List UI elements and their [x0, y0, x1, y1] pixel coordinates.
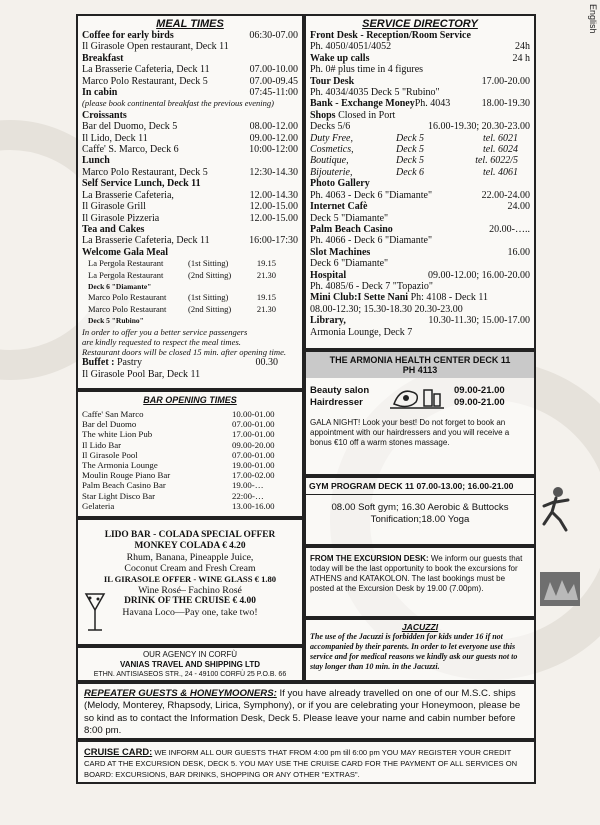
bar-name: Bar del Duomo — [82, 419, 137, 430]
meal-label: Il Girasole Grill — [82, 201, 146, 213]
bar-row — [82, 460, 298, 470]
language-tab: English — [588, 4, 598, 34]
colada-offer-title: LIDO BAR - COLADA SPECIAL OFFER — [104, 530, 276, 540]
excursion-section — [304, 546, 536, 618]
bar-time: 09.00-20.00 — [232, 439, 275, 450]
service-directory-section — [304, 14, 536, 350]
colada-line-1: Rhum, Banana, Pineapple Juice, — [126, 552, 254, 563]
gala-row — [88, 292, 298, 303]
shop-row — [310, 155, 530, 166]
shop-tel: tel. 6021 — [483, 132, 518, 144]
service-list-2 — [310, 178, 530, 338]
shop-tel: tel. 4061 — [483, 166, 518, 178]
bar-row — [82, 501, 298, 511]
meal-row — [82, 224, 298, 235]
colada-line-2: Coconut Cream and Fresh Cream — [124, 563, 256, 574]
buffet-row — [82, 357, 298, 368]
meal-row — [82, 190, 298, 201]
cruise-card-text-block — [84, 746, 528, 780]
meal-times-title: MEAL TIMES — [156, 18, 224, 30]
service-extra: Ph. 4043 — [414, 98, 451, 110]
bar-times-title: BAR OPENING TIMES — [143, 395, 237, 405]
meal-row — [82, 235, 298, 246]
meal-label: Marco Polo Restaurant, Deck 5 — [82, 166, 208, 178]
gala-left — [88, 292, 244, 303]
service-label: Ph. 0# plus time in 4 figures — [310, 64, 424, 76]
health-center-banner — [306, 352, 534, 378]
gala-deck: Deck 6 "Diamante" — [88, 281, 152, 291]
service-row — [310, 41, 530, 52]
bar-times-section — [76, 390, 304, 518]
bar-time: 10.00-01.00 — [232, 409, 275, 419]
gala-deck: Deck 5 "Rubino" — [88, 316, 144, 326]
bar-row — [82, 450, 298, 460]
service-time: 17.00-20.00 — [481, 75, 530, 87]
gym-title: GYM PROGRAM DECK 11 07.00-13.00; 16.00-21.00 — [306, 478, 534, 495]
excursion-text-block — [310, 554, 530, 594]
note-line: are kindly requested to respect the meal times. — [82, 336, 241, 347]
service-label: Decks 5/6 — [310, 121, 351, 133]
service-time: 16.00-19.30; 20.30-23.00 — [428, 121, 530, 133]
meal-row — [82, 247, 298, 258]
bar-row — [82, 491, 298, 501]
gala-sitting: (2nd Sitting) — [188, 269, 232, 280]
meal-time: 10:00-12:00 — [249, 144, 298, 156]
shop-deck: Deck 5 — [396, 144, 425, 156]
service-time: 18.00-19.30 — [481, 98, 530, 110]
meal-row — [82, 144, 298, 155]
meal-row — [82, 155, 298, 166]
gym-line-1: 08.00 Soft gym; 16.30 Aerobic & Buttocks — [331, 502, 509, 513]
gala-restaurant: La Pergola Restaurant — [88, 269, 164, 280]
meal-time: 07:45-11:00 — [249, 87, 298, 99]
meal-time: 12.00-15.00 — [249, 201, 298, 213]
meal-row — [82, 64, 298, 75]
agency-line-1: OUR AGENCY IN CORFÙ — [142, 650, 238, 659]
bar-name: The white Lion Pub — [82, 429, 153, 440]
shop-tel: tel. 6022/5 — [475, 155, 518, 167]
service-row — [310, 201, 530, 212]
service-row — [310, 213, 530, 224]
service-label: Ph. 4085/6 - Deck 7 "Topazio" — [310, 280, 433, 292]
meal-label: Marco Polo Restaurant, Deck 5 — [82, 75, 208, 87]
service-label-group — [310, 292, 488, 303]
service-label: 08.00-12.30; 15.30-18.30 20.30-23.00 — [310, 303, 463, 315]
service-time: 24 h — [512, 52, 530, 64]
meal-label: Croissants — [82, 109, 127, 121]
meal-label: La Brasserie Cafeteria, Deck 11 — [82, 235, 210, 247]
gala-restaurant: Marco Polo Restaurant — [88, 292, 167, 303]
excursion-text: We inform our guests that today will be the last opportunity to book the excursions for ATHENS and KATAKOLON. The last bookings must be posted at the Excursion Desk by 19.00 (7.00pm). — [310, 554, 523, 593]
gym-line-2: Tonification;18.00 Yoga — [370, 514, 470, 525]
gala-time: 19.15 — [256, 258, 276, 269]
meal-label: La Brasserie Cafeteria, Deck 11 — [82, 64, 210, 76]
meal-row — [82, 213, 298, 224]
service-label: Internet Cafè — [310, 201, 368, 213]
shop-deck: Deck 6 — [396, 166, 425, 178]
service-row — [310, 30, 530, 41]
shop-deck: Deck 5 — [396, 132, 425, 144]
gala-sitting: (2nd Sitting) — [188, 303, 232, 314]
service-row — [310, 98, 530, 109]
bar-time: 17.00-02.00 — [232, 470, 275, 481]
service-label: Mini Club:I Sette Nani — [310, 292, 409, 304]
service-label: Tour Desk — [310, 75, 355, 87]
service-label: Photo Gallery — [310, 178, 370, 190]
meal-time: 16:00-17:30 — [249, 235, 298, 247]
service-row — [310, 327, 530, 338]
bar-time: 19.00-01.00 — [232, 460, 275, 471]
service-time: 24h — [515, 41, 530, 53]
meal-label: Lunch — [82, 155, 110, 167]
agency-line-2: VANIAS TRAVEL AND SHIPPING LTD — [119, 660, 260, 669]
bar-time: 22:00-… — [232, 490, 264, 501]
drink-of-cruise-line: Havana Loco—Pay one, take two! — [122, 607, 258, 618]
service-label: Shops — [310, 109, 336, 121]
gym-section — [304, 476, 536, 546]
beauty-salon-time: 09.00-21.00 — [454, 385, 505, 396]
excursion-label: FROM THE EXCURSION DESK: — [310, 554, 429, 563]
service-row — [310, 315, 530, 326]
service-label: Front Desk - Reception/Room Service — [310, 30, 471, 41]
bar-row — [82, 480, 298, 490]
bar-name: Moulin Rouge Piano Bar — [82, 470, 171, 481]
bar-time: 17.00-01.00 — [232, 429, 275, 440]
repeater-text: If you have already travelled on one of our M.S.C. ships (Melody, Monterey, Rhapsody, Lirica, Symphony), or if you are celebrating your Honeymoon, please be so kind as to contact the Information Desk, Deck 5. Please leave your name and cabin number before 8:00 pm. — [84, 688, 521, 737]
service-row — [310, 190, 530, 201]
bar-name: Star Light Disco Bar — [82, 490, 156, 501]
service-label: Wake up calls — [310, 52, 370, 64]
gala-row — [88, 258, 298, 269]
meal-time: 12:30-14.30 — [249, 166, 298, 178]
service-time: 20.00-….. — [489, 223, 530, 235]
gala-left — [88, 270, 244, 281]
buffet-item: Pastry — [114, 357, 142, 369]
jacuzzi-text: The use of the Jacuzzi is forbidden for kids under 16 if not accompanied by their parents. In order to let everyone use this service and for medical reasons we kindly ask our guests not to stay longer than 10 min. in the Jacuzzi. — [310, 632, 518, 671]
monkey-colada-title: MONKEY COLADA € 4.20 — [134, 541, 246, 551]
bar-row — [82, 440, 298, 450]
meal-times-section — [76, 14, 304, 390]
bar-row — [82, 470, 298, 480]
service-row — [310, 64, 530, 75]
service-row — [310, 247, 530, 258]
note-line: Restaurant doors will be closed 15 min. after opening time. — [82, 346, 287, 357]
service-label: Ph. 4063 - Deck 6 "Diamante" — [310, 189, 433, 201]
gala-time: 19.15 — [256, 292, 276, 303]
service-row — [310, 304, 530, 315]
offers-section — [76, 518, 304, 646]
bar-name: Il Lido Bar — [82, 439, 122, 450]
buffet-label: Buffet : — [82, 357, 115, 369]
service-label-group — [310, 110, 395, 121]
service-label: Ph. 4034/4035 Deck 5 "Rubino" — [310, 87, 440, 99]
repeater-text-block — [84, 688, 528, 738]
meal-row — [82, 30, 298, 41]
meal-row — [82, 121, 298, 132]
gala-sitting: (1st Sitting) — [188, 292, 229, 303]
meal-row — [82, 41, 298, 52]
meal-row — [82, 167, 298, 178]
bar-name: Gelateria — [82, 500, 115, 511]
gala-time: 21.30 — [256, 269, 276, 280]
meal-row — [82, 133, 298, 144]
service-row — [310, 53, 530, 64]
bar-time: 19.00-… — [232, 480, 264, 491]
service-extra: Ph: 4108 - Deck 11 — [408, 292, 488, 304]
buffet-place-text: Il Girasole Pool Bar, Deck 11 — [82, 368, 201, 380]
bar-name: Caffe' San Marco — [82, 409, 144, 419]
shop-left — [310, 167, 466, 178]
meal-label: Self Service Lunch, Deck 11 — [82, 178, 201, 190]
meal-label: La Brasserie Cafeteria, — [82, 189, 174, 201]
health-center-title: THE ARMONIA HEALTH CENTER DECK 11 — [329, 355, 511, 365]
bar-times-list — [82, 405, 298, 511]
runner-icon — [538, 486, 574, 532]
wine-offer-line: Wine Rosé– Fachino Rosé — [138, 585, 242, 596]
gala-night-text: GALA NIGHT! Look your best! Do not forget to book an appointment with our hairdressers and you will receive a bonus €10 off a warm stones massage. — [310, 418, 510, 447]
service-row — [310, 224, 530, 235]
bar-time: 13.00-16.00 — [232, 500, 275, 511]
salon-illustration-icon — [390, 384, 444, 410]
shop-deck: Deck 5 — [396, 155, 425, 167]
shop-row — [310, 144, 530, 155]
gala-left — [88, 304, 244, 315]
meal-row — [82, 87, 298, 98]
meal-row — [82, 178, 298, 189]
cruise-card-section — [76, 740, 536, 784]
meal-label: In cabin — [82, 87, 118, 99]
ruins-illustration-icon — [540, 572, 580, 606]
service-time: 16.00 — [507, 246, 530, 258]
meal-time: 09.00-12.00 — [249, 132, 298, 144]
bar-row — [82, 429, 298, 439]
shops-list — [310, 133, 530, 179]
meal-label: (please book continental breakfast the previous evening) — [82, 98, 274, 109]
drink-of-cruise-title: DRINK OF THE CRUISE € 4.00 — [124, 596, 256, 606]
service-row — [310, 281, 530, 292]
meal-time: 07.00-10.00 — [249, 64, 298, 76]
shop-left — [310, 155, 466, 166]
service-row — [310, 178, 530, 189]
shop-name: Cosmetics, — [310, 144, 354, 156]
service-row — [310, 121, 530, 132]
cruise-card-label: CRUISE CARD: — [84, 746, 153, 757]
shop-row — [310, 167, 530, 178]
service-label: Slot Machines — [310, 246, 371, 258]
bar-row — [82, 409, 298, 419]
shop-left — [310, 133, 466, 144]
cruise-card-text: WE INFORM ALL OUR GUESTS THAT FROM 4:00 pm till 6:00 pm YOU MAY REGISTER YOUR CREDIT CARD AT THE EXCURSION DESK, DECK 5. YOU MAY USE THE CRUISE CARD FOR THE PAYMENT OF ALL SERVICES ON BOARD: EXCURSIONS, BAR DRINKS, SHOPPING OR ANY OTHER "EXTRAS". — [84, 748, 518, 779]
repeater-guests-section — [76, 682, 536, 740]
meal-row — [82, 201, 298, 212]
service-label: Ph. 4050/4051/4052 — [310, 41, 392, 53]
gala-restaurant: La Pergola Restaurant — [88, 258, 164, 269]
repeater-label: REPEATER GUESTS & HONEYMOONERS: — [84, 688, 277, 699]
service-label-group — [310, 98, 450, 109]
shop-row — [310, 133, 530, 144]
shop-name: Bijouterie, — [310, 166, 353, 178]
gala-row — [88, 315, 298, 326]
service-row — [310, 270, 530, 281]
meal-label: Il Girasole Pizzeria — [82, 212, 160, 224]
meal-label: Caffe' S. Marco, Deck 6 — [82, 144, 179, 156]
meal-label: Coffee for early birds — [82, 30, 174, 41]
meal-label: Tea and Cakes — [82, 223, 145, 235]
gala-meal-list — [82, 258, 298, 326]
buffet-place — [82, 369, 298, 380]
service-label: Armonia Lounge, Deck 7 — [310, 326, 413, 338]
meal-row — [82, 110, 298, 121]
bar-time: 07.00-01.00 — [232, 419, 275, 430]
note-line: In order to offer you a better service passengers — [82, 326, 248, 337]
meal-time: 12.00-15.00 — [249, 212, 298, 224]
service-row — [310, 292, 530, 303]
service-row — [310, 87, 530, 98]
service-label: Hospital — [310, 269, 347, 281]
gala-row — [88, 304, 298, 315]
bar-row — [82, 419, 298, 429]
shop-name: Boutique, — [310, 155, 349, 167]
agency-line-3: ETHN. ANTISIASEOS STR., 24 - 49100 CORFÙ 25 P.O.B. 66 — [93, 671, 287, 678]
meal-label: Bar del Duomo, Deck 5 — [82, 121, 178, 133]
meal-label: Breakfast — [82, 52, 124, 64]
bar-name: Palm Beach Casino Bar — [82, 480, 166, 491]
service-directory-title: SERVICE DIRECTORY — [362, 18, 478, 30]
wine-offer-title: IL GIRASOLE OFFER - WINE GLASS € 1.80 — [103, 574, 277, 584]
meal-label: Il Lido, Deck 11 — [82, 132, 148, 144]
service-label: Deck 6 "Diamante" — [310, 258, 389, 270]
gala-restaurant: Marco Polo Restaurant — [88, 303, 167, 314]
gala-sitting: (1st Sitting) — [188, 258, 229, 269]
service-label: Deck 5 "Diamante" — [310, 212, 389, 224]
shop-left — [310, 144, 466, 155]
service-label: Bank - Exchange Money — [310, 98, 415, 110]
meal-times-list — [82, 30, 298, 258]
meal-row — [82, 76, 298, 87]
service-extra: Closed in Port — [335, 109, 396, 121]
meal-time: 07.00-09.45 — [249, 75, 298, 87]
meal-row — [82, 98, 298, 109]
service-row — [310, 110, 530, 121]
meal-times-note — [82, 327, 298, 358]
service-label: Palm Beach Casino — [310, 223, 393, 235]
bar-time: 07.00-01.00 — [232, 449, 275, 460]
agency-section — [76, 646, 304, 682]
salon-block — [306, 378, 534, 410]
service-row — [310, 258, 530, 269]
meal-label: Il Girasole Open restaurant, Deck 11 — [82, 41, 229, 53]
service-time: 24.00 — [507, 201, 530, 213]
gala-row — [88, 270, 298, 281]
service-time: 22.00-24.00 — [481, 189, 530, 201]
cocktail-glass-icon — [84, 590, 106, 636]
bar-name: The Armonia Lounge — [82, 460, 158, 471]
meal-time: 06:30-07.00 — [249, 30, 298, 41]
hairdresser-time: 09.00-21.00 — [454, 397, 505, 408]
health-center-section — [304, 350, 536, 476]
beauty-salon-label: Beauty salon — [310, 385, 370, 396]
buffet-time: 00.30 — [255, 357, 278, 369]
service-label: Library, — [310, 315, 346, 327]
meal-row — [82, 53, 298, 64]
gala-row — [88, 281, 298, 292]
service-time: 09.00-12.00; 16.00-20.00 — [428, 269, 530, 281]
service-row — [310, 76, 530, 87]
service-label: Ph. 4066 - Deck 6 "Diamante" — [310, 235, 433, 247]
service-list — [310, 30, 530, 133]
gala-time: 21.30 — [256, 303, 276, 314]
hairdresser-label: Hairdresser — [310, 397, 363, 408]
service-row — [310, 235, 530, 246]
gala-left — [88, 258, 244, 269]
health-center-phone: PH 4113 — [402, 365, 438, 375]
shop-tel: tel. 6024 — [483, 144, 518, 156]
meal-time: 12.00-14.30 — [249, 189, 298, 201]
meal-label: Welcome Gala Meal — [82, 246, 169, 258]
bar-name: Il Girasole Pool — [82, 449, 138, 460]
jacuzzi-title: JACUZZI — [401, 622, 439, 632]
service-time: 10.30-11.30; 15.00-17.00 — [428, 315, 530, 327]
jacuzzi-section — [304, 618, 536, 682]
meal-time: 08.00-12.00 — [249, 121, 298, 133]
shop-name: Duty Free, — [310, 132, 353, 144]
